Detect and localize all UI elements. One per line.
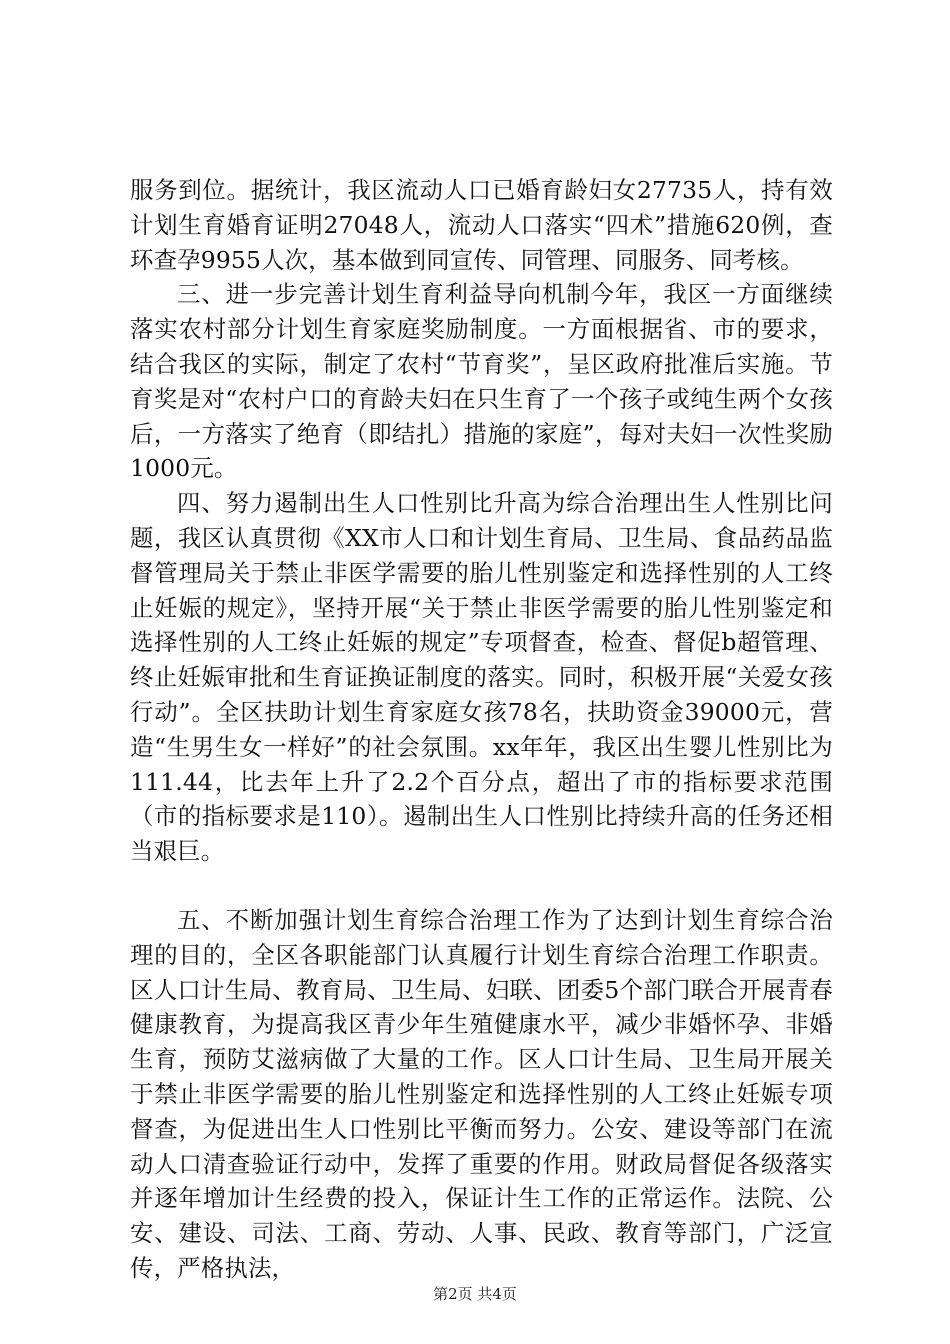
document-body	[130, 173, 833, 1286]
paragraph-section-3: 三、进一步完善计划生育利益导向机制今年，我区一方面继续落实农村部分计划生育家庭奖励制度。一方面根据省、市的要求，结合我区的实际，制定了农村“节育奖”，呈区政府批准后实施。节育奖是对“农村户口的育龄夫妇在只生育了一个孩子或纯生两个女孩后，一方落实了绝育（即结扎）措施的家庭”，每对夫妇一次性奖励1000元。	[130, 280, 833, 483]
page-number-footer: 第2页 共4页	[433, 1285, 517, 1303]
paragraph-continuation: 服务到位。据统计，我区流动人口已婚育龄妇女27735人，持有效计划生育婚育证明27048人，流动人口落实“四术”措施620例，查环查孕9955人次，基本做到同宣传、同管理、同服务、同考核。	[130, 176, 833, 274]
paragraph-section-4: 四、努力遏制出生人口性别比升高为综合治理出生人性别比问题，我区认真贯彻《XX市人口和计划生育局、卫生局、食品药品监督管理局关于禁止非医学需要的胎儿性别鉴定和选择性别的人工终止妊娠的规定》，坚持开展“关于禁止非医学需要的胎儿性别鉴定和选择性别的人工终止妊娠的规定”专项督查，检查、督促b超管理、终止妊娠审批和生育证换证制度的落实。同时，积极开展“关爱女孩行动”。全区扶助计划生育家庭女孩78名，扶助资金39000元，营造“生男生女一样好”的社会氛围。xx年年，我区出生婴儿性别比为111.44，比去年上升了2.2个百分点，超出了市的指标要求范围（市的指标要求是110）。遏制出生人口性别比持续升高的任务还相当艰巨。	[130, 489, 833, 866]
paragraph-section-5: 五、不断加强计划生育综合治理工作为了达到计划生育综合治理的目的，全区各职能部门认真履行计划生育综合治理工作职责。区人口计生局、教育局、卫生局、妇联、团委5个部门联合开展青春健康教育，为提高我区青少年生殖健康水平，减少非婚怀孕、非婚生育，预防艾滋病做了大量的工作。区人口计生局、卫生局开展关于禁止非医学需要的胎儿性别鉴定和选择性别的人工终止妊娠专项督查，为促进出生人口性别比平衡而努力。公安、建设等部门在流动人口清查验证行动中，发挥了重要的作用。财政局督促各级落实并逐年增加计生经费的投入，保证计生工作的正常运作。法院、公安、建设、司法、工商、劳动、人事、民政、教育等部门，广泛宣传，严格执法，	[130, 905, 833, 1282]
